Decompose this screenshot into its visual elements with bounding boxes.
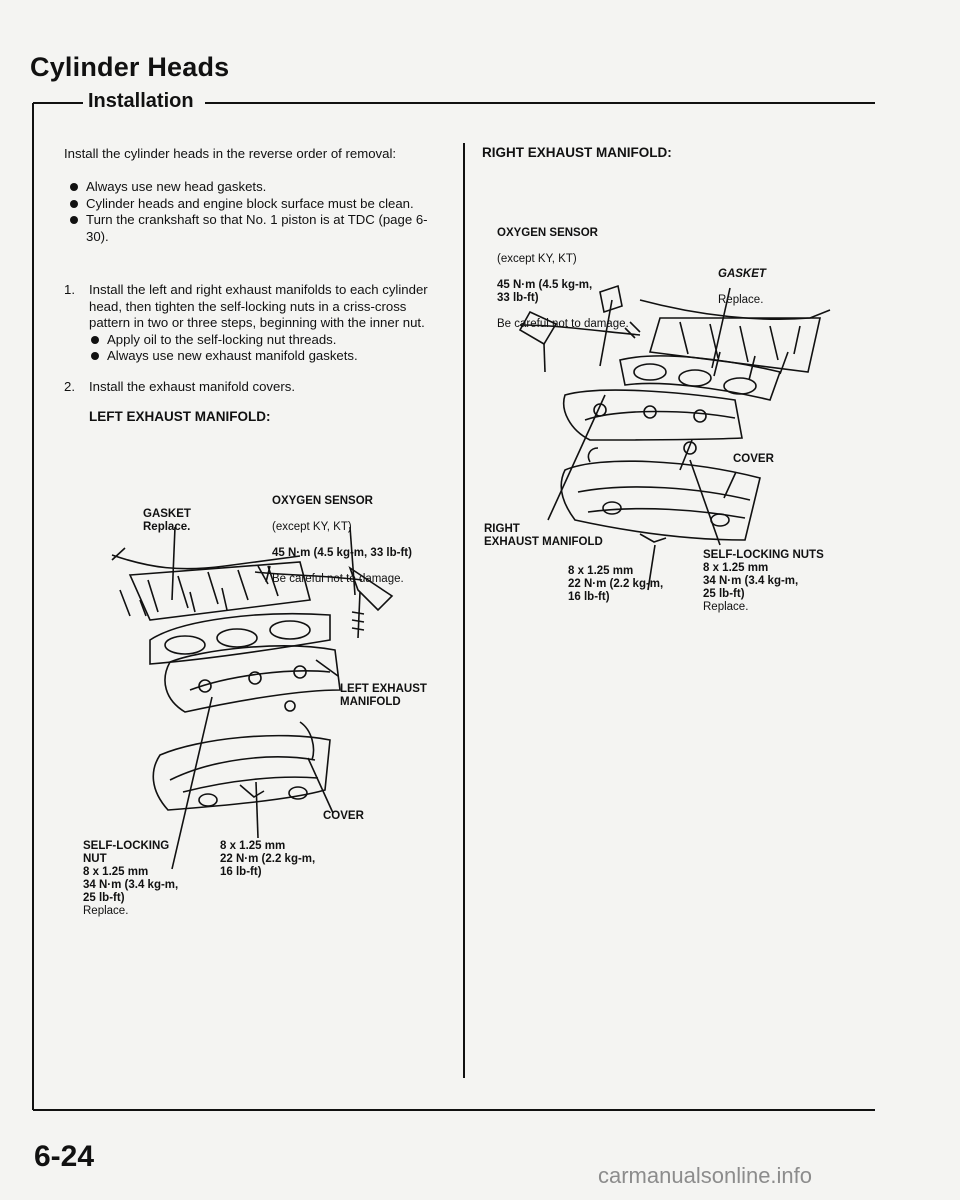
section-heading: Installation [88,90,194,112]
intro-text: Install the cylinder heads in the reverse order of removal: [64,146,397,161]
right-oxygen-sensor-label [497,214,667,344]
left-oxygen-sensor-title: OXYGEN SENSOR [272,495,373,507]
right-gasket-label [718,255,766,320]
right-oxygen-sensor-title: OXYGEN SENSOR [497,227,598,239]
left-cover-label: COVER [323,810,364,822]
left-nut-label: SELF-LOCKING NUT 8 x 1.25 mm 34 N·m (3.4 kg-m, 25 lb-ft) [83,840,179,904]
right-gasket-title: GASKET [718,268,766,280]
right-manifold-label: RIGHT EXHAUST MANIFOLD [484,523,603,548]
left-manifold-label: LEFT EXHAUST MANIFOLD [340,683,427,708]
precaution-item: Always use new head gaskets. [64,179,442,196]
page-number: 6-24 [34,1140,95,1173]
procedure-step [64,379,444,396]
left-oxygen-sensor-label [272,482,472,599]
right-gasket-note: Replace. [718,294,764,306]
right-diagram-heading: RIGHT EXHAUST MANIFOLD: [482,145,672,160]
precaution-item: Cylinder heads and engine block surface must be clean. [64,196,442,213]
left-diagram-heading: LEFT EXHAUST MANIFOLD: [89,409,271,424]
watermark-text: carmanualsonline.info [598,1163,813,1188]
step-number: 1. [64,282,75,297]
left-gasket-label: GASKET Replace. [143,508,191,533]
precaution-list [64,179,442,245]
precaution-item: Turn the crankshaft so that No. 1 piston is at TDC (page 6-30). [64,212,442,245]
step-text: Install the left and right exhaust manifolds to each cylinder head, then tighten the self-locking nuts in a criss-cross pattern in two or three steps, beginning with the inner nut. [89,282,428,330]
procedure-step [64,282,444,365]
right-nuts-label: SELF-LOCKING NUTS 8 x 1.25 mm 34 N·m (3.4 kg-m, 25 lb-ft) [703,549,824,600]
step-sub-list [89,332,444,365]
left-oxygen-sensor-torque: 45 N·m (4.5 kg-m, 33 lb-ft) [272,547,412,559]
step-number: 2. [64,378,75,394]
left-oxygen-sensor-detail: (except KY, KT) [272,521,352,533]
step-text: Install the exhaust manifold covers. [89,378,295,394]
left-bolt-label: 8 x 1.25 mm 22 N·m (2.2 kg-m, 16 lb-ft) [220,840,316,878]
step-sub-item: Apply oil to the self-locking nut threads. [89,332,444,349]
left-nut-note: Replace. [83,905,129,917]
diagram-heading-row [64,409,444,426]
right-oxygen-sensor-note: Be careful not to damage. [497,318,629,330]
right-oxygen-sensor-torque: 45 N·m (4.5 kg-m, 33 lb-ft) [497,279,593,304]
page-title: Cylinder Heads [30,52,230,82]
left-oxygen-sensor-note: Be careful not to damage. [272,573,404,585]
procedure-steps [64,282,444,426]
right-bolt-label: 8 x 1.25 mm 22 N·m (2.2 kg-m, 16 lb-ft) [568,565,664,603]
right-oxygen-sensor-detail: (except KY, KT) [497,253,577,265]
step-sub-item: Always use new exhaust manifold gaskets. [89,348,444,365]
right-nuts-note: Replace. [703,601,749,613]
right-cover-label: COVER [733,453,774,465]
